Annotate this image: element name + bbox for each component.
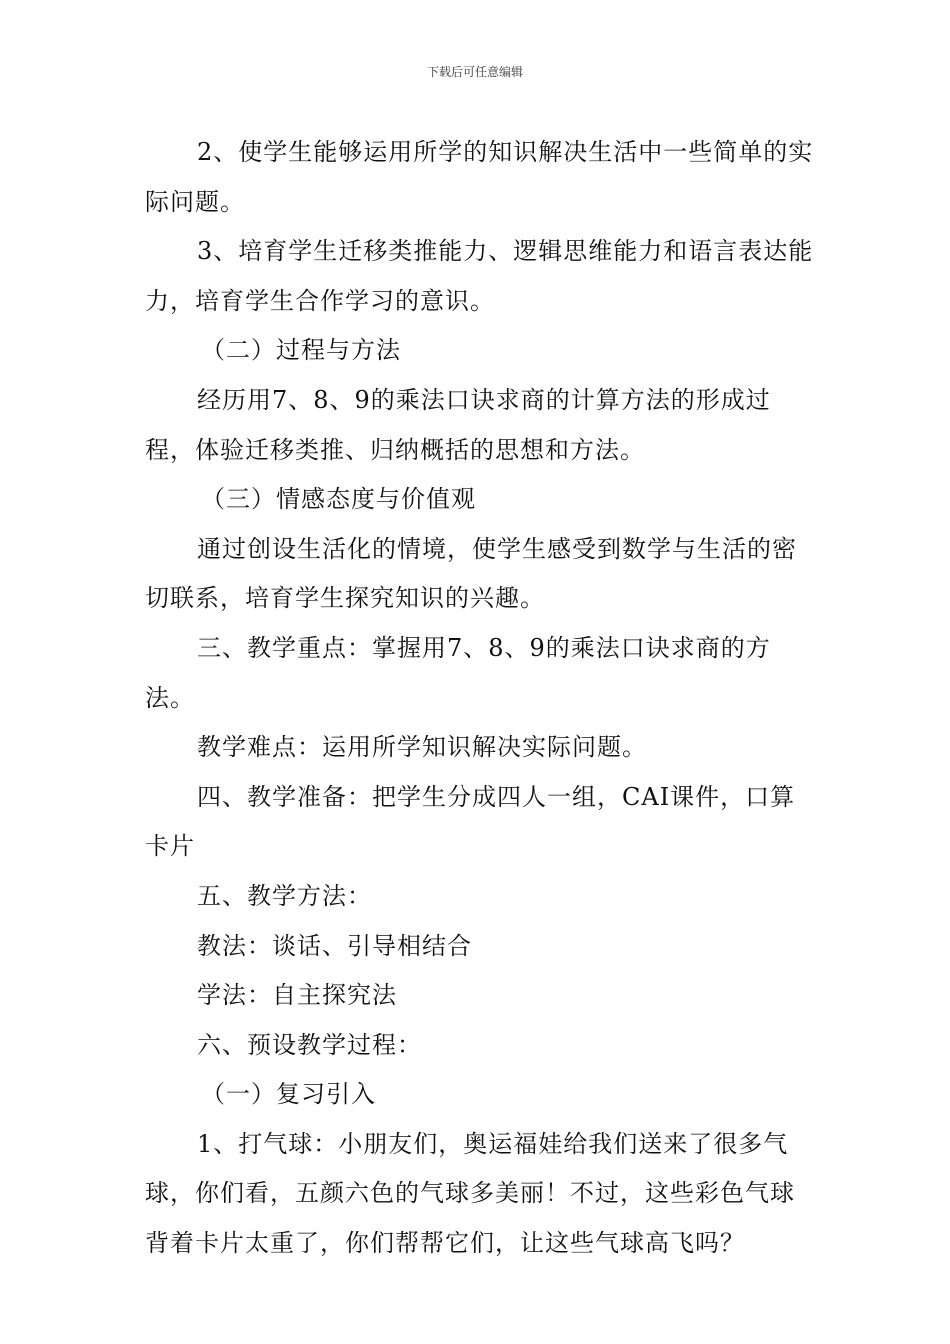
document-body bbox=[145, 128, 817, 1269]
emotion-values-text: 通过创设生活化的情境，使学生感受到数学与生活的密切联系，培育学生探究知识的兴趣。 bbox=[145, 534, 797, 613]
section-heading-review-intro: （一）复习引入 bbox=[201, 1080, 376, 1109]
teaching-methods-heading: 五、教学方法： bbox=[197, 881, 372, 910]
page-header: 下载后可任意编辑 bbox=[426, 65, 523, 79]
teaching-difficulty: 教学难点：运用所学知识解决实际问题。 bbox=[197, 733, 647, 762]
teaching-method: 教法：谈话、引导相结合 bbox=[197, 931, 472, 960]
teaching-preparation: 四、教学准备：把学生分成四人一组，CAI课件，口算卡片 bbox=[145, 782, 796, 861]
learning-method: 学法：自主探究法 bbox=[197, 981, 397, 1010]
teaching-process-heading: 六、预设教学过程： bbox=[197, 1030, 422, 1059]
balloon-activity: 1、打气球：小朋友们，奥运福娃给我们送来了很多气球，你们看，五颜六色的气球多美丽！不过，这些彩色气球背着卡片太重了，你们帮帮它们，让这些气球高飞吗？ bbox=[145, 1129, 795, 1258]
section-heading-emotion-values: （三）情感态度与价值观 bbox=[201, 485, 476, 514]
teaching-focus: 三、教学重点：掌握用7、8、9的乘法口诀求商的方法。 bbox=[145, 633, 771, 712]
section-heading-process-method: （二）过程与方法 bbox=[201, 336, 401, 365]
objective-3: 3、培育学生迁移类推能力、逻辑思维能力和语言表达能力，培育学生合作学习的意识。 bbox=[145, 237, 814, 315]
objective-2: 2、使学生能够运用所学的知识解决生活中一些简单的实际问题。 bbox=[145, 138, 814, 216]
process-method-text: 经历用7、8、9的乘法口诀求商的计算方法的形成过程，体验迁移类推、归纳概括的思想和方法。 bbox=[145, 385, 771, 464]
